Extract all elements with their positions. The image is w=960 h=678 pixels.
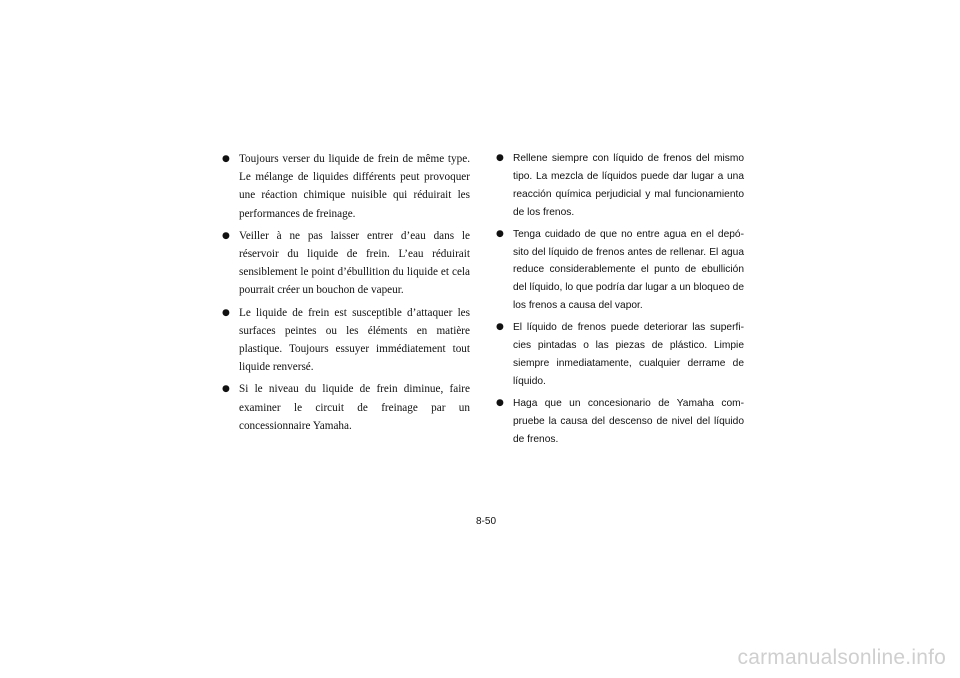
list-item-text: El líquido de frenos puede deteriorar las superficies pintadas o las piezas de plástico. Limpie siempre inmediatamente, cualquier derrame de líquido. (513, 322, 744, 387)
list-item-text: Le liquide de frein est susceptible d’attaquer les surfaces peintes ou les éléments en matière plastique. Toujours essuyer immédiatement tout liquide renversé. (239, 306, 470, 374)
watermark: carmanualsonline.info (737, 646, 946, 669)
list-item (220, 380, 470, 435)
bullet-icon: ● (222, 230, 230, 241)
list-item (494, 395, 744, 449)
spanish-bullet-list (494, 150, 744, 453)
list-item (220, 304, 470, 377)
page-number: 8-50 (475, 516, 496, 527)
bullet-icon: ● (496, 322, 504, 333)
list-item (494, 226, 744, 316)
bullet-icon: ● (222, 307, 230, 318)
list-item-text: Tenga cuidado de que no entre agua en el depósito del líquido de frenos antes de rellenar. El agua reduce considerablemente el punto de ebullición del líquido, lo que podría dar lugar a un bloqueo de los frenos a causa del vapor. (513, 228, 744, 312)
list-item (494, 150, 744, 222)
list-item-text: Veiller à ne pas laisser entrer d’eau dans le réservoir du liquide de frein. L’eau réduirait sensiblement le point d’ébullition du liquide et cela pourrait créer un bouchon de vapeur. (239, 229, 470, 297)
bullet-icon: ● (222, 154, 230, 164)
list-item (494, 319, 744, 391)
list-item-text: Toujours verser du liquide de frein de même type. Le mélange de liquides différents peut provoquer une réaction chimique nuisible qui réduirait les performances de freinage. (239, 153, 470, 220)
list-item-text: Haga que un concesionario de Yamaha compruebe la causa del descenso de nivel del líquido de frenos. (513, 397, 744, 445)
list-item (220, 227, 470, 300)
bullet-icon: ● (496, 153, 504, 163)
french-bullet-list (220, 150, 470, 439)
bullet-icon: ● (496, 397, 504, 408)
list-item-text: Rellene siempre con líquido de frenos del mismo tipo. La mezcla de líquidos puede dar lugar a una reacción química perjudicial y mal funcionamiento de los frenos. (513, 153, 744, 218)
list-item (220, 150, 470, 223)
bullet-icon: ● (496, 228, 504, 239)
list-item-text: Si le niveau du liquide de frein diminue, faire examiner le circuit de freinage par un concessionnaire Yamaha. (239, 383, 470, 432)
bullet-icon: ● (222, 384, 230, 395)
